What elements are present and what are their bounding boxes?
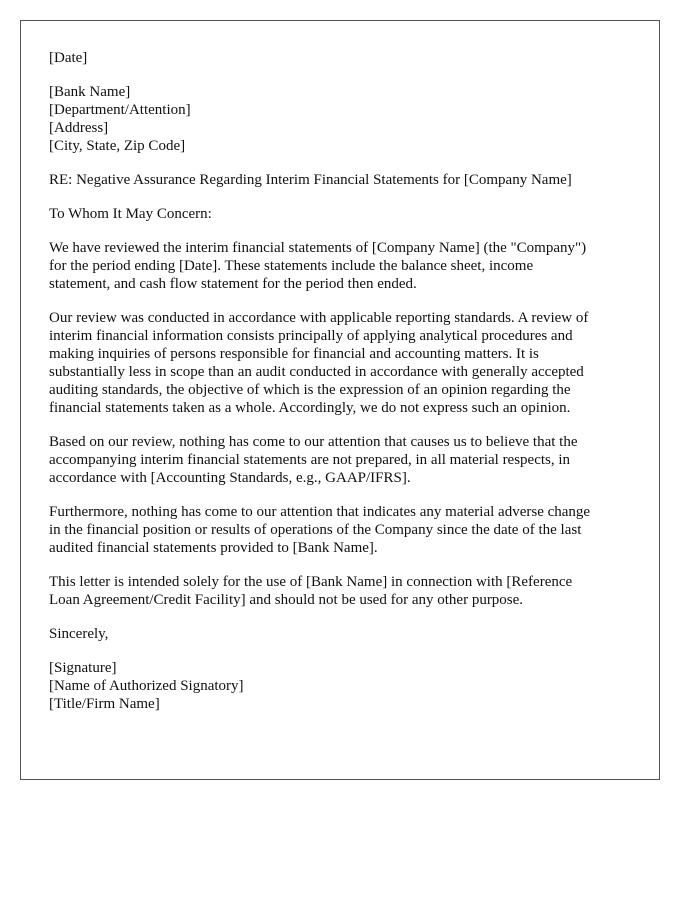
paragraph-line: making inquiries of persons responsible for financial and accounting matters. It is [49, 346, 539, 362]
letter-salutation: To Whom It May Concern: [49, 206, 212, 222]
body-paragraph-4 [49, 503, 639, 557]
paragraph-line: Based on our review, nothing has come to our attention that causes us to believe that the [49, 434, 578, 450]
date-block [49, 49, 639, 67]
body-paragraph-3 [49, 433, 639, 487]
paragraph-line: audited financial statements provided to [Bank Name]. [49, 540, 378, 556]
paragraph-line: substantially less in scope than an audit conducted in accordance with generally accepted [49, 364, 584, 380]
paragraph-line: accompanying interim financial statements are not prepared, in all material respects, in [49, 452, 571, 468]
signatory-title-firm: [Title/Firm Name] [49, 696, 160, 712]
paragraph-line: statement, and cash flow statement for the period then ended. [49, 276, 417, 292]
signatory-name: [Name of Authorized Signatory] [49, 678, 244, 694]
closing-block [49, 625, 639, 643]
paragraph-line: auditing standards, the objective of which is the expression of an opinion regarding the [49, 382, 571, 398]
paragraph-line: accordance with [Accounting Standards, e.g., GAAP/IFRS]. [49, 470, 411, 486]
subject-block [49, 171, 639, 189]
paragraph-line: This letter is intended solely for the use of [Bank Name] in connection with [Reference [49, 574, 573, 590]
recipient-city-state-zip: [City, State, Zip Code] [49, 138, 186, 154]
body-paragraph-1 [49, 239, 639, 293]
paragraph-line: interim financial information consists principally of applying analytical procedures and [49, 328, 573, 344]
body-paragraph-5 [49, 573, 639, 609]
paragraph-line: financial statements taken as a whole. Accordingly, we do not express such an opinion. [49, 400, 571, 416]
recipient-address: [Address] [49, 120, 109, 136]
letter-subject: RE: Negative Assurance Regarding Interim Financial Statements for [Company Name] [49, 172, 572, 188]
paragraph-line: in the financial position or results of operations of the Company since the date of the last [49, 522, 582, 538]
letter-content [49, 49, 639, 729]
paragraph-line: Loan Agreement/Credit Facility] and should not be used for any other purpose. [49, 592, 524, 608]
letter-closing: Sincerely, [49, 626, 109, 642]
paragraph-line: for the period ending [Date]. These statements include the balance sheet, income [49, 258, 534, 274]
paragraph-line: Our review was conducted in accordance with applicable reporting standards. A review of [49, 310, 589, 326]
paragraph-line: We have reviewed the interim financial statements of [Company Name] (the "Company") [49, 240, 587, 256]
paragraph-line: Furthermore, nothing has come to our attention that indicates any material adverse change [49, 504, 591, 520]
recipient-bank-name: [Bank Name] [49, 84, 131, 100]
signature-placeholder: [Signature] [49, 660, 117, 676]
salutation-block [49, 205, 639, 223]
recipient-address-block [49, 83, 639, 155]
recipient-department: [Department/Attention] [49, 102, 191, 118]
letter-date: [Date] [49, 50, 88, 66]
signature-block [49, 659, 639, 713]
body-paragraph-2 [49, 309, 639, 417]
letter-page [20, 20, 660, 780]
